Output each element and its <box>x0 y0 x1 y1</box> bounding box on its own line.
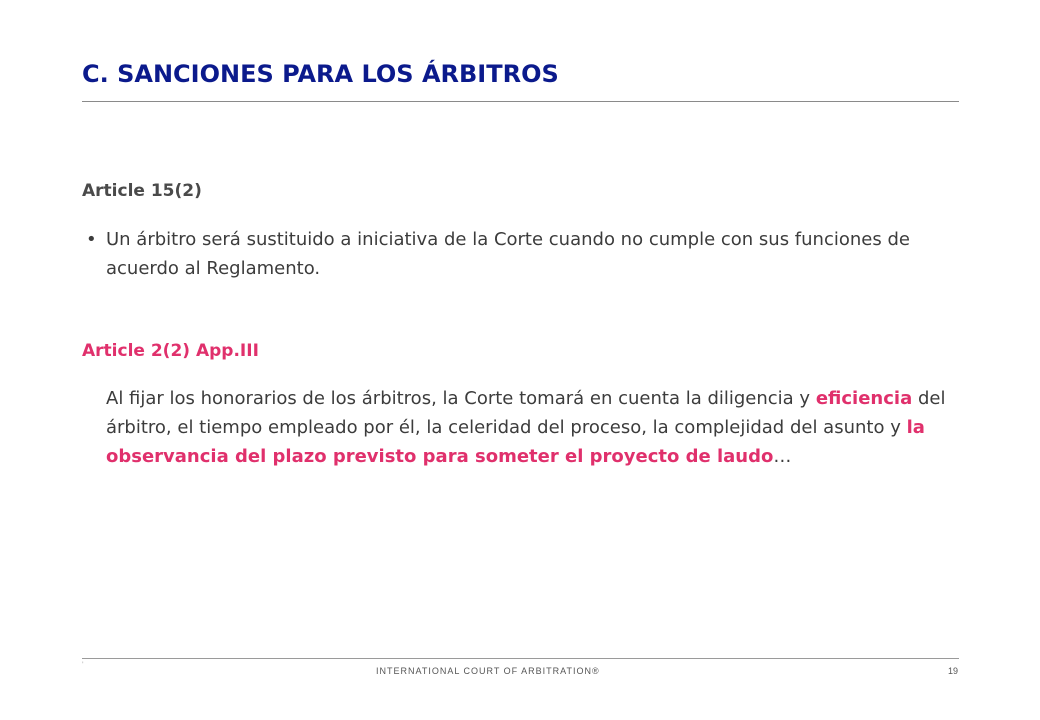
bullet-text: Un árbitro será sustituido a iniciativa de la Corte cuando no cumple con sus funciones de acuerdo al Reglamento. <box>106 229 910 279</box>
section-heading-article-15: Article 15(2) <box>82 181 202 201</box>
paragraph-text-part-3: … <box>773 446 792 467</box>
bullet-icon: • <box>86 229 97 250</box>
page-number: 19 <box>947 666 958 676</box>
footer-mark: ' <box>82 661 84 668</box>
slide-title: C. SANCIONES PARA LOS ÁRBITROS <box>82 60 559 88</box>
body-paragraph <box>106 384 966 471</box>
footer-divider <box>82 658 959 659</box>
paragraph-text-part-1: Al fijar los honorarios de los árbitros, la Corte tomará en cuenta la diligencia y <box>106 388 816 409</box>
title-divider <box>82 101 959 102</box>
section-heading-article-2: Article 2(2) App.III <box>82 341 259 361</box>
footer-organization: INTERNATIONAL COURT OF ARBITRATION® <box>376 666 600 676</box>
paragraph-text-part-2: del árbitro, el tiempo empleado por él, la celeridad del proceso, la complejidad del asunto y <box>106 388 946 438</box>
highlight-eficiencia: eficiencia <box>815 388 913 409</box>
highlight-plazo: la observancia del plazo previsto para someter el proyecto de laudo <box>106 417 925 467</box>
bullet-paragraph <box>86 225 976 283</box>
